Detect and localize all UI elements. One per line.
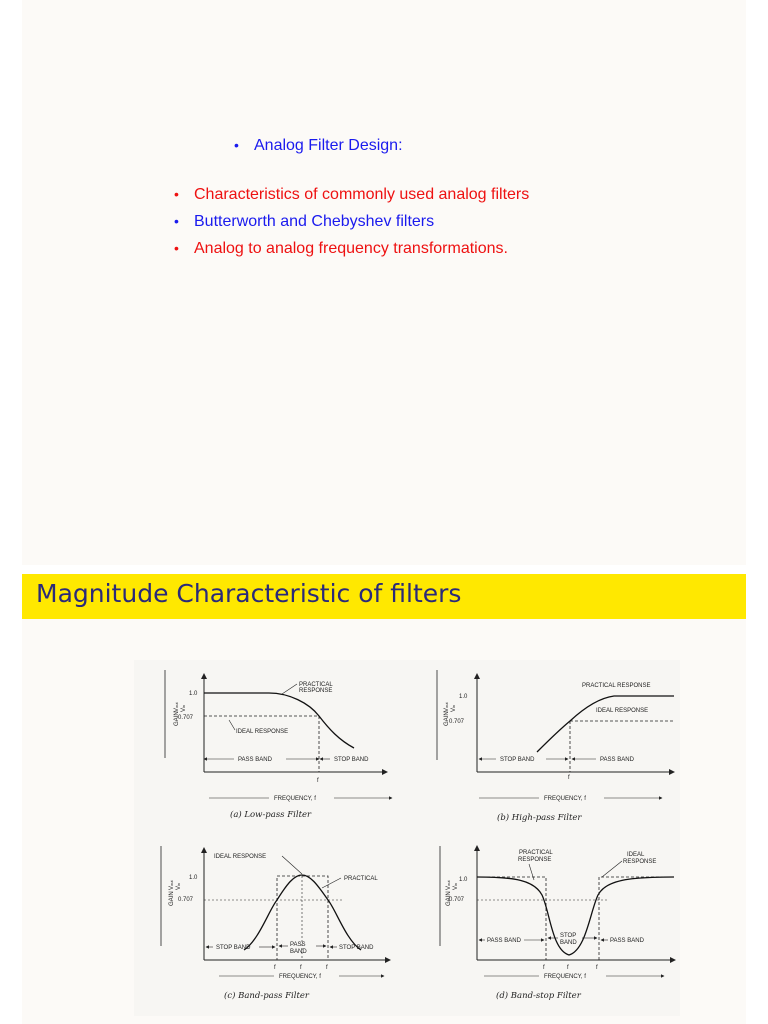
vin-label: Vin (451, 704, 457, 712)
ideal-pointer (229, 720, 235, 730)
tick-1: 1.0 (459, 694, 468, 700)
tick-0707: 0.707 (449, 897, 465, 903)
f1-label: f (274, 965, 276, 971)
band-pass-panel (161, 846, 390, 1001)
frequency-label: FREQUENCY, f (544, 974, 586, 980)
practical-label: PRACTICAL (519, 850, 553, 856)
low-pass-panel (165, 670, 392, 820)
vout-label: Vout (174, 702, 180, 712)
slide-title: Magnitude Characteristic of filters (36, 579, 462, 608)
pass-band-right-label: PASS BAND (610, 938, 644, 944)
practical-label: PRACTICAL (299, 682, 333, 688)
gain-label: GAIN (444, 711, 450, 726)
f2-label: f (596, 965, 598, 971)
caption-band-pass: (c) Band-pass Filter (224, 991, 309, 1001)
vin-label: Vin (181, 704, 187, 712)
ideal-pointer (282, 856, 302, 874)
band-label: BAND (290, 949, 307, 955)
response-label: RESPONSE (518, 857, 552, 863)
tick-0707: 0.707 (178, 897, 194, 903)
caption-low-pass: (a) Low-pass Filter (230, 810, 312, 820)
practical-label: PRACTICAL (344, 876, 378, 882)
f2-label: f (326, 965, 328, 971)
bullet-list (174, 184, 529, 265)
high-pass-panel (437, 670, 674, 823)
f0-label: f (300, 965, 302, 971)
practical-pointer (282, 684, 297, 694)
frequency-label: FREQUENCY, f (279, 974, 321, 980)
ideal-response-label: RESPONSE (623, 859, 657, 865)
list-item-text: Butterworth and Chebyshev filters (194, 213, 435, 230)
filter-figure (134, 660, 680, 1016)
f0-label: f (567, 965, 569, 971)
gain-label: GAIN (174, 711, 180, 726)
ideal-pointer (602, 861, 622, 877)
stop-band-label: STOP BAND (500, 757, 535, 763)
fc-label: f (568, 775, 570, 781)
tick-1: 1.0 (189, 875, 198, 881)
stop-band-left-label: STOP BAND (216, 945, 251, 951)
list-item-text: Analog to analog frequency transformations. (194, 240, 508, 257)
response-label: RESPONSE (299, 688, 333, 694)
heading-analog-filter-design (234, 137, 403, 155)
filter-diagrams-svg (134, 660, 680, 1016)
band-label: BAND (560, 940, 577, 946)
pass-band-label: PASS BAND (238, 757, 272, 763)
practical-pointer (529, 864, 534, 880)
stop-band-label: STOP BAND (334, 757, 369, 763)
ideal-label: IDEAL RESPONSE (236, 729, 289, 735)
heading-text: Analog Filter Design: (254, 137, 403, 154)
list-item (174, 238, 529, 265)
ideal-label: IDEAL RESPONSE (596, 708, 649, 714)
list-item (174, 184, 529, 211)
gain-label: GAIN (446, 891, 452, 906)
pass-band-left-label: PASS BAND (487, 938, 521, 944)
bullet: • (234, 137, 239, 153)
slide-bottom (22, 574, 746, 1024)
vout-label: Vout (169, 880, 175, 890)
ideal-response (477, 877, 674, 960)
practical-curve (244, 875, 361, 950)
stop-band-right-label: STOP BAND (339, 945, 374, 951)
practical-curve (204, 693, 354, 748)
band-stop-panel (440, 846, 675, 1001)
bullet: • (174, 186, 179, 202)
ideal-label: IDEAL (627, 852, 645, 858)
pass-band-label: PASS BAND (600, 757, 634, 763)
bullet: • (174, 240, 179, 256)
slide-top (22, 0, 746, 565)
practical-pointer (322, 878, 341, 888)
vin-label: Vin (176, 882, 182, 890)
vin-label: Vin (453, 882, 459, 890)
frequency-label: FREQUENCY, f (544, 796, 586, 802)
list-item (174, 211, 529, 238)
tick-0707: 0.707 (449, 719, 465, 725)
f1-label: f (543, 965, 545, 971)
list-item-text: Characteristics of commonly used analog filters (194, 186, 530, 203)
tick-1: 1.0 (459, 877, 468, 883)
practical-curve (537, 696, 674, 752)
gain-label: GAIN (169, 891, 175, 906)
fc-label: f (317, 778, 319, 784)
pass-label: PASS (290, 942, 306, 948)
stop-label: STOP (560, 933, 577, 939)
bullet: • (174, 213, 179, 229)
ideal-label: IDEAL RESPONSE (214, 854, 267, 860)
vout-label: Vout (444, 702, 450, 712)
slide-title-bar (22, 574, 746, 619)
frequency-label: FREQUENCY, f (274, 796, 316, 802)
caption-band-stop: (d) Band-stop Filter (496, 991, 581, 1001)
tick-1: 1.0 (189, 691, 198, 697)
caption-high-pass: (b) High-pass Filter (497, 813, 582, 823)
practical-label: PRACTICAL RESPONSE (582, 683, 651, 689)
vout-label: Vout (446, 880, 452, 890)
tick-0707: 0.707 (178, 715, 194, 721)
